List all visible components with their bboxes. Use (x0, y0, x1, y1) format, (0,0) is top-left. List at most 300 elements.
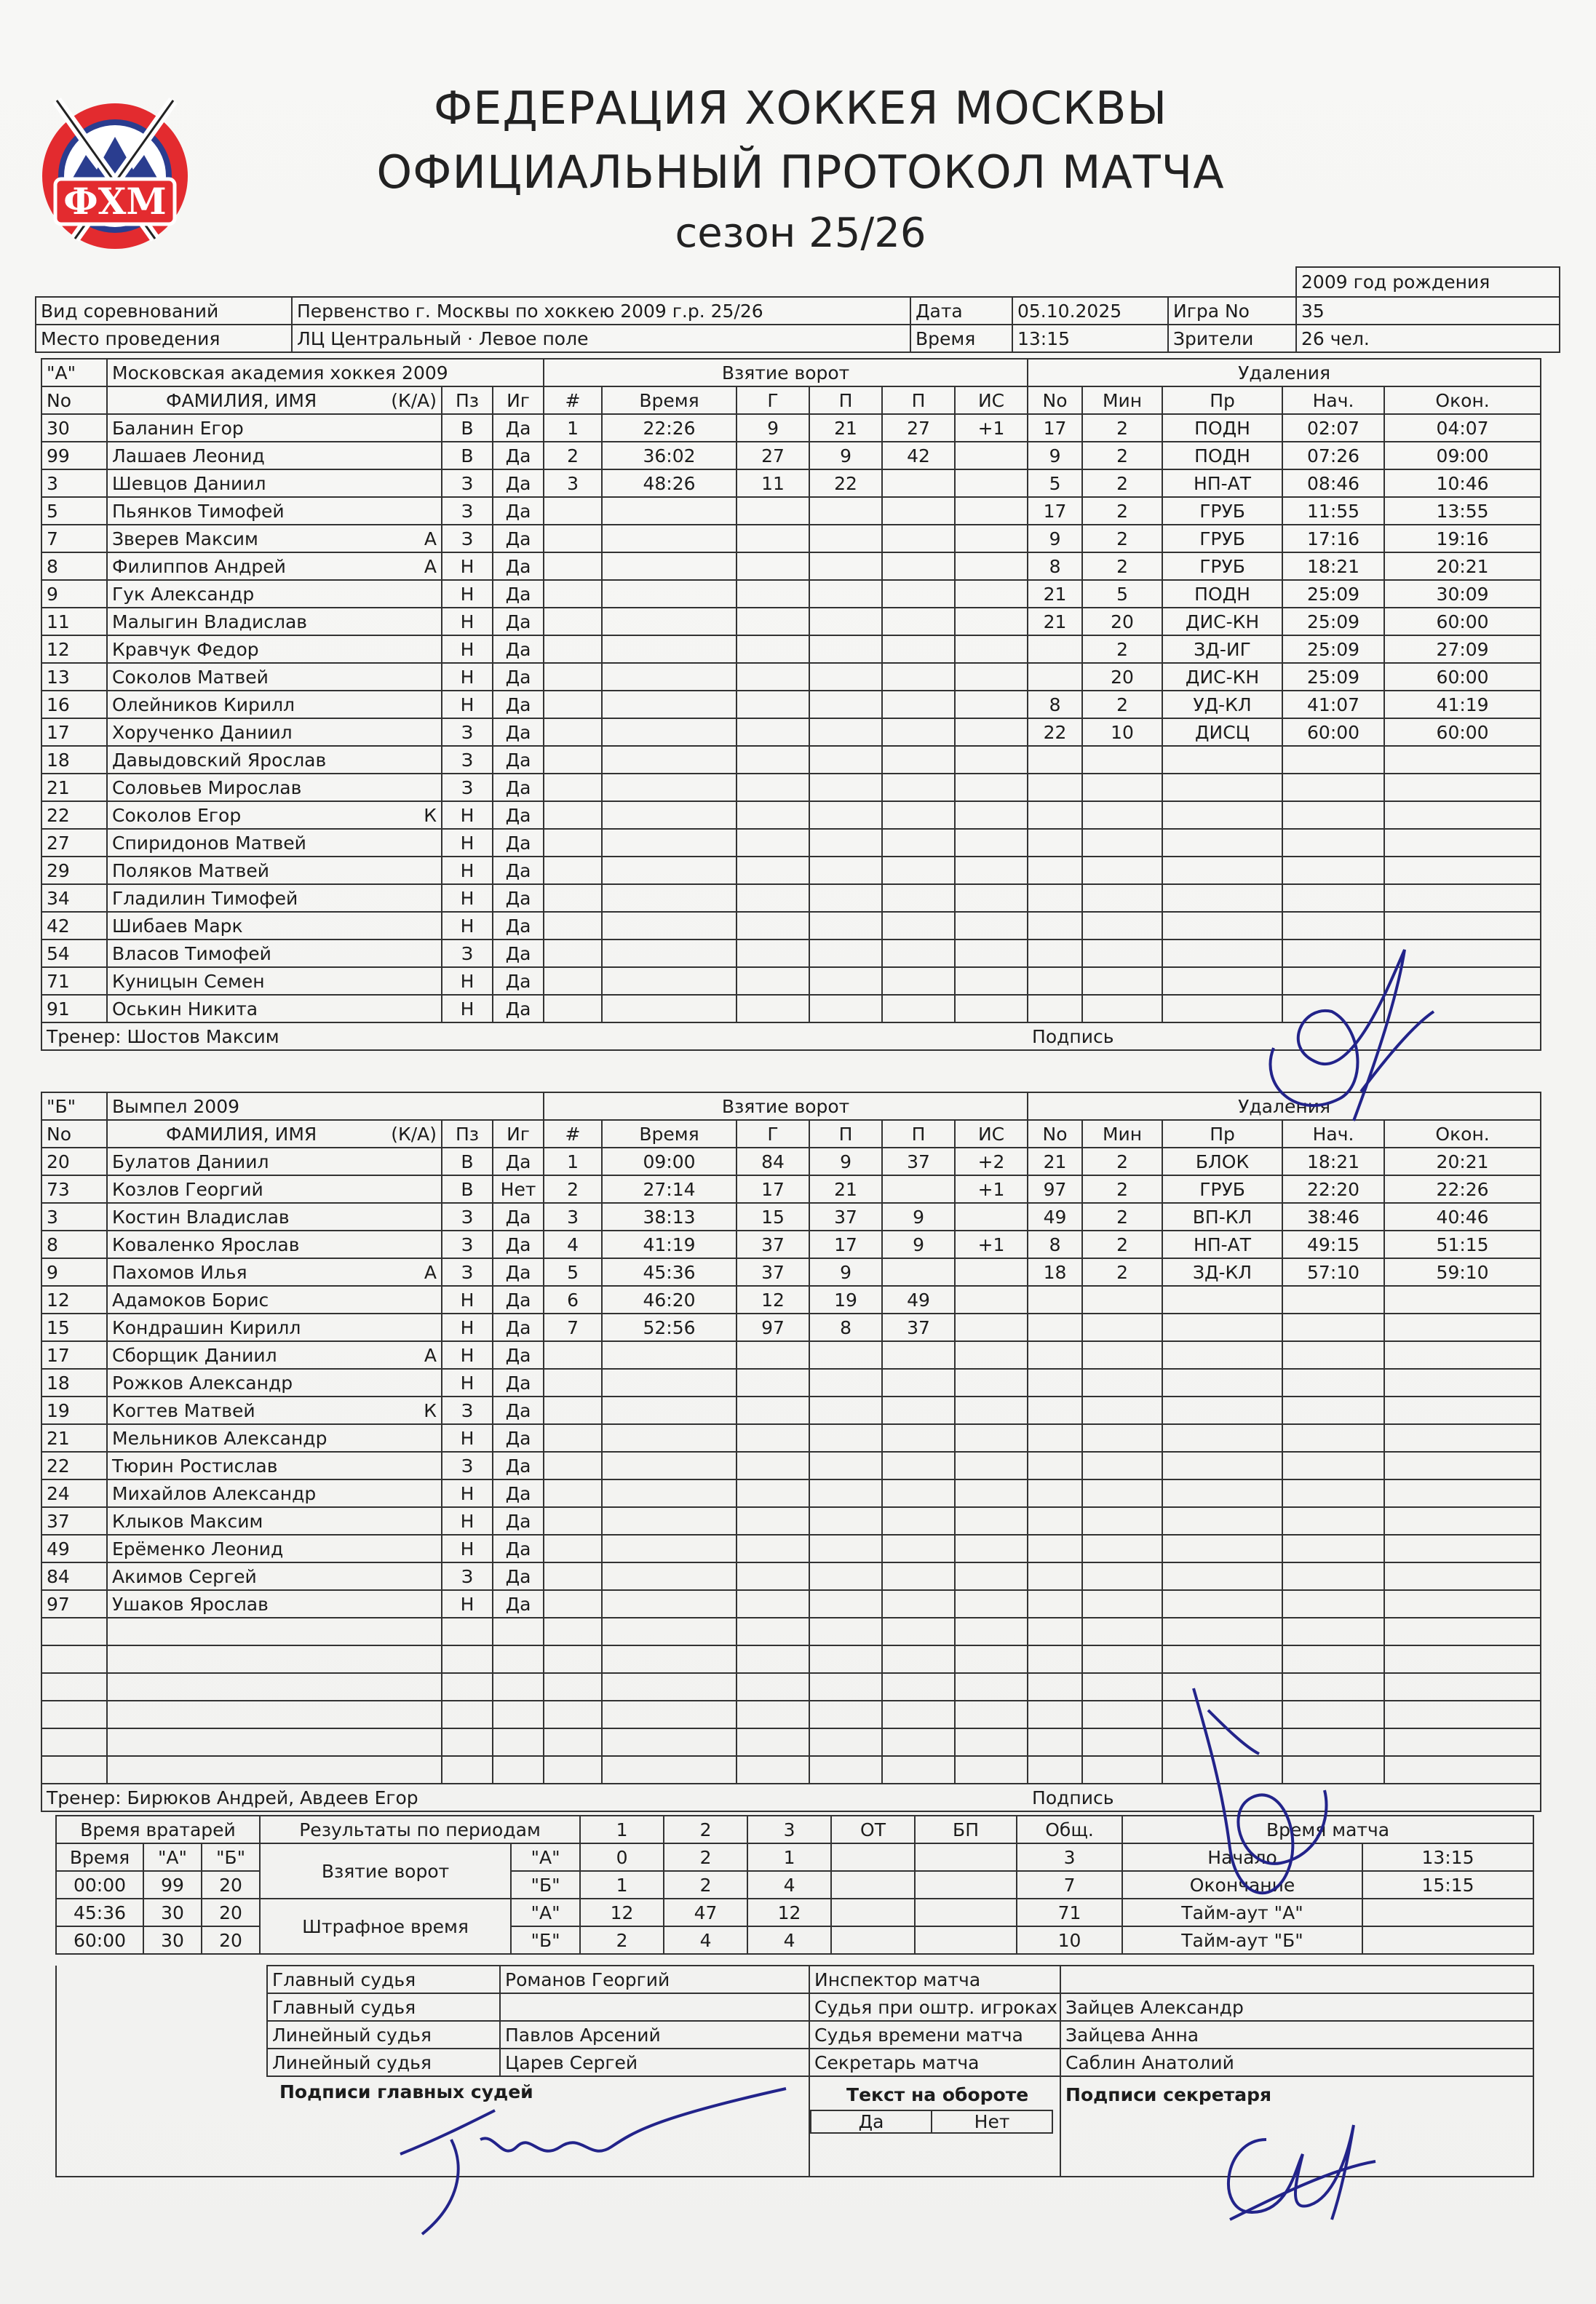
player-no: 3 (41, 469, 107, 497)
player-pos: З (442, 525, 493, 552)
player-name-cell (107, 912, 442, 940)
pen-no (1028, 663, 1082, 691)
goal-scorer (737, 1756, 809, 1784)
goal-assist-2 (882, 1452, 955, 1479)
official-name: Царев Сергей (500, 2049, 809, 2076)
goal-assist-2 (882, 995, 955, 1022)
goal-assist-1 (809, 1562, 882, 1590)
goal-num (544, 967, 602, 995)
pen-min: 2 (1082, 1258, 1162, 1286)
pen-start (1282, 1286, 1384, 1314)
goals-a-p1: 0 (580, 1843, 664, 1871)
pen-end (1384, 1673, 1541, 1701)
pim-a-tag: "А" (511, 1899, 580, 1926)
player-name: Спиридонов Матвей (112, 832, 306, 854)
goal-time (602, 1341, 737, 1369)
goal-num (544, 1397, 602, 1424)
goal-assist-1 (809, 1479, 882, 1507)
player-play: Да (493, 774, 544, 801)
timeout-a-label: Тайм-аут "А" (1122, 1899, 1362, 1926)
player-row (41, 1507, 1541, 1535)
periods-title: Результаты по периодам (260, 1816, 580, 1843)
player-name: Кондрашин Кирилл (112, 1316, 301, 1338)
player-no: 17 (41, 718, 107, 746)
goal-num (544, 1701, 602, 1728)
goal-situation (955, 442, 1028, 469)
goal-num (544, 1562, 602, 1590)
team-name: Московская академия хоккея 2009 (107, 359, 544, 386)
goal-situation (955, 1756, 1028, 1784)
col-goal-time: Время (602, 386, 737, 414)
pen-end (1384, 1701, 1541, 1728)
goal-assist-1 (809, 967, 882, 995)
col-assist-2: П (882, 386, 955, 414)
player-pos: З (442, 940, 493, 967)
player-name: Давыдовский Ярослав (112, 749, 327, 771)
player-pos: В (442, 442, 493, 469)
col-goal-num: # (544, 386, 602, 414)
pen-end (1384, 1369, 1541, 1397)
player-ka: А (424, 555, 437, 577)
player-no: 21 (41, 1424, 107, 1452)
goal-num (544, 746, 602, 774)
player-no: 42 (41, 912, 107, 940)
goal-situation (955, 1645, 1028, 1673)
official-role: Линейный судья (267, 2021, 500, 2049)
goalie-row-b: 20 (202, 1899, 260, 1926)
pen-min (1082, 801, 1162, 829)
goal-time (602, 801, 737, 829)
pen-no (1028, 1424, 1082, 1452)
pen-no (1028, 1341, 1082, 1369)
player-name-cell (107, 1645, 442, 1673)
player-name-cell (107, 1148, 442, 1175)
pen-end: 20:21 (1384, 552, 1541, 580)
player-name-cell (107, 1369, 442, 1397)
player-no (41, 1701, 107, 1728)
player-pos (442, 1618, 493, 1645)
player-no: 16 (41, 691, 107, 718)
player-name-cell (107, 635, 442, 663)
goal-assist-2: 37 (882, 1148, 955, 1175)
player-no: 54 (41, 940, 107, 967)
player-name-cell (107, 1618, 442, 1645)
goal-assist-2 (882, 940, 955, 967)
pen-reason (1162, 1424, 1282, 1452)
player-row (41, 552, 1541, 580)
player-pos: Н (442, 995, 493, 1022)
goal-num (544, 525, 602, 552)
pen-no: 8 (1028, 1231, 1082, 1258)
player-play: Да (493, 414, 544, 442)
goal-scorer (737, 718, 809, 746)
pen-reason: БЛОК (1162, 1148, 1282, 1175)
pen-no (1028, 940, 1082, 967)
player-name: Ушаков Ярослав (112, 1593, 269, 1615)
pen-no: 5 (1028, 469, 1082, 497)
goal-num (544, 884, 602, 912)
player-play: Да (493, 552, 544, 580)
goal-assist-1: 19 (809, 1286, 882, 1314)
goal-time (602, 497, 737, 525)
pen-no (1028, 1645, 1082, 1673)
time-value: 13:15 (1012, 325, 1168, 352)
pim-b-p2: 4 (664, 1926, 747, 1954)
goal-scorer: 17 (737, 1175, 809, 1203)
pen-end (1384, 857, 1541, 884)
goal-assist-2 (882, 801, 955, 829)
goal-num (544, 691, 602, 718)
pen-no (1028, 801, 1082, 829)
goal-time: 36:02 (602, 442, 737, 469)
pen-start: 25:09 (1282, 608, 1384, 635)
player-play: Да (493, 1258, 544, 1286)
official-name: Саблин Анатолий (1060, 2049, 1533, 2076)
pen-end (1384, 1562, 1541, 1590)
goal-assist-1: 37 (809, 1203, 882, 1231)
player-row (41, 1562, 1541, 1590)
goal-num: 1 (544, 1148, 602, 1175)
pen-no (1028, 1590, 1082, 1618)
player-play: Да (493, 1341, 544, 1369)
player-pos: Н (442, 857, 493, 884)
pim-b-p1: 2 (580, 1926, 664, 1954)
pen-end (1384, 774, 1541, 801)
player-name: Соколов Матвей (112, 666, 269, 688)
goal-assist-2 (882, 1175, 955, 1203)
pen-no (1028, 1618, 1082, 1645)
pen-start (1282, 801, 1384, 829)
pen-min (1082, 1314, 1162, 1341)
player-row (41, 1645, 1541, 1673)
col-goal-time: Время (602, 1120, 737, 1148)
pen-start: 25:09 (1282, 580, 1384, 608)
pen-min (1082, 1701, 1162, 1728)
goal-time (602, 746, 737, 774)
period-total-head: Общ. (1017, 1816, 1122, 1843)
team-tag: "А" (41, 359, 107, 386)
col-pen-no: No (1028, 1120, 1082, 1148)
pen-no (1028, 1507, 1082, 1535)
player-name: Козлов Георгий (112, 1178, 263, 1200)
player-ka: К (424, 1399, 437, 1421)
col-situation: ИС (955, 386, 1028, 414)
goal-num (544, 1452, 602, 1479)
goal-situation (955, 1479, 1028, 1507)
pen-no: 21 (1028, 580, 1082, 608)
goal-assist-2 (882, 1645, 955, 1673)
player-pos: Н (442, 1479, 493, 1507)
pen-end: 20:21 (1384, 1148, 1541, 1175)
goal-num (544, 1756, 602, 1784)
player-name-cell (107, 746, 442, 774)
pen-reason (1162, 857, 1282, 884)
pen-reason: ЗД-КЛ (1162, 1258, 1282, 1286)
player-name: Гук Александр (112, 583, 255, 605)
goal-situation (955, 1314, 1028, 1341)
player-name: Кравчук Федор (112, 638, 259, 660)
goal-scorer: 27 (737, 442, 809, 469)
pen-start (1282, 1452, 1384, 1479)
goal-time (602, 635, 737, 663)
pen-end (1384, 1756, 1541, 1784)
player-name-cell (107, 718, 442, 746)
player-name: Оськин Никита (112, 998, 258, 1020)
player-ka: А (424, 528, 437, 549)
player-name-cell (107, 663, 442, 691)
goal-assist-2 (882, 1728, 955, 1756)
player-row (41, 608, 1541, 635)
player-play: Да (493, 635, 544, 663)
pen-min (1082, 746, 1162, 774)
pen-no: 49 (1028, 1203, 1082, 1231)
player-pos: Н (442, 884, 493, 912)
goal-scorer (737, 995, 809, 1022)
pen-start: 25:09 (1282, 635, 1384, 663)
goal-situation (955, 635, 1028, 663)
goal-situation (955, 469, 1028, 497)
goal-time: 45:36 (602, 1258, 737, 1286)
goal-num: 1 (544, 414, 602, 442)
player-name: Пахомов Илья (112, 1261, 247, 1283)
player-play: Да (493, 1535, 544, 1562)
goal-assist-2 (882, 663, 955, 691)
svg-text:ФХМ: ФХМ (63, 180, 167, 223)
goal-assist-1 (809, 912, 882, 940)
comp-value: Первенство г. Москвы по хоккею 2009 г.р. 25/26 (292, 297, 910, 325)
goal-num (544, 801, 602, 829)
player-no: 37 (41, 1507, 107, 1535)
pim-a-ot (831, 1899, 915, 1926)
pen-end: 40:46 (1384, 1203, 1541, 1231)
pen-min: 2 (1082, 635, 1162, 663)
goal-num (544, 1507, 602, 1535)
pen-min (1082, 1562, 1162, 1590)
goal-time (602, 1452, 737, 1479)
player-play: Да (493, 1452, 544, 1479)
player-no: 12 (41, 635, 107, 663)
goals-b-p1: 1 (580, 1871, 664, 1899)
player-play: Да (493, 663, 544, 691)
timeout-a-value (1362, 1899, 1533, 1926)
player-pos: З (442, 1562, 493, 1590)
goal-assist-2 (882, 691, 955, 718)
pen-start: 60:00 (1282, 718, 1384, 746)
goal-time (602, 1728, 737, 1756)
pen-no (1028, 1728, 1082, 1756)
pen-end: 59:10 (1384, 1258, 1541, 1286)
goal-assist-1: 21 (809, 414, 882, 442)
reverse-no[interactable]: Нет (974, 2111, 1010, 2132)
col-pen-min: Мин (1082, 1120, 1162, 1148)
pen-reason (1162, 1341, 1282, 1369)
player-name-cell (107, 442, 442, 469)
refs-sign-label: Подписи главных судей (279, 2081, 533, 2102)
goal-situation (955, 995, 1028, 1022)
pen-reason: ДИСЦ (1162, 718, 1282, 746)
player-play: Да (493, 580, 544, 608)
pim-a-p2: 47 (664, 1899, 747, 1926)
player-name: Адамоков Борис (112, 1289, 269, 1311)
goal-time (602, 884, 737, 912)
player-row (41, 663, 1541, 691)
player-name-cell (107, 469, 442, 497)
player-row (41, 469, 1541, 497)
pen-reason: ГРУБ (1162, 1175, 1282, 1203)
federation-title: ФЕДЕРАЦИЯ ХОККЕЯ МОСКВЫ (433, 82, 1168, 135)
goalie-row-b: 20 (202, 1871, 260, 1899)
player-pos: З (442, 1203, 493, 1231)
goalie-time-head: Время (56, 1843, 143, 1871)
pen-end (1384, 829, 1541, 857)
timeout-b-value (1362, 1926, 1533, 1954)
pen-no (1028, 829, 1082, 857)
player-no: 24 (41, 1479, 107, 1507)
goal-assist-1 (809, 552, 882, 580)
official-name: Зайцев Александр (1060, 1993, 1533, 2021)
player-play: Да (493, 718, 544, 746)
goal-time (602, 580, 737, 608)
reverse-yes[interactable]: Да (811, 2111, 932, 2132)
goal-scorer: 15 (737, 1203, 809, 1231)
pen-reason: НП-АТ (1162, 1231, 1282, 1258)
goal-assist-1: 8 (809, 1314, 882, 1341)
goal-situation (955, 552, 1028, 580)
pen-reason: НП-АТ (1162, 469, 1282, 497)
goal-assist-2: 9 (882, 1203, 955, 1231)
player-name-cell (107, 857, 442, 884)
player-pos (442, 1701, 493, 1728)
goal-time (602, 608, 737, 635)
player-no: 19 (41, 1397, 107, 1424)
goal-time (602, 995, 737, 1022)
goal-assist-2 (882, 1535, 955, 1562)
goal-situation (955, 608, 1028, 635)
time-label: Время (910, 325, 1012, 352)
pen-start (1282, 774, 1384, 801)
pen-reason (1162, 912, 1282, 940)
player-name-cell (107, 414, 442, 442)
goal-assist-2 (882, 580, 955, 608)
official-name: Зайцева Анна (1060, 2021, 1533, 2049)
col-goal-scorer: Г (737, 386, 809, 414)
player-row (41, 691, 1541, 718)
pim-b-ot (831, 1926, 915, 1954)
goal-assist-1 (809, 1397, 882, 1424)
goal-assist-2 (882, 1369, 955, 1397)
pen-reason: ВП-КЛ (1162, 1203, 1282, 1231)
player-name: Куницын Семен (112, 970, 265, 992)
goal-assist-1 (809, 801, 882, 829)
goals-label: Взятие ворот (260, 1843, 511, 1899)
goal-situation: +2 (955, 1148, 1028, 1175)
pen-no (1028, 635, 1082, 663)
pen-no (1028, 912, 1082, 940)
goal-num (544, 580, 602, 608)
pen-reason (1162, 1645, 1282, 1673)
player-name: Коваленко Ярослав (112, 1234, 300, 1255)
pen-end: 51:15 (1384, 1231, 1541, 1258)
game-value: 35 (1296, 297, 1560, 325)
pen-no (1028, 746, 1082, 774)
pen-end: 09:00 (1384, 442, 1541, 469)
goal-assist-1 (809, 1618, 882, 1645)
pen-no (1028, 1452, 1082, 1479)
goal-situation (955, 912, 1028, 940)
pen-no: 21 (1028, 608, 1082, 635)
player-pos: Н (442, 1424, 493, 1452)
goal-num (544, 774, 602, 801)
player-play: Да (493, 1424, 544, 1452)
goal-assist-1 (809, 1507, 882, 1535)
player-ka: К (424, 804, 437, 826)
player-row (41, 718, 1541, 746)
player-name-cell (107, 801, 442, 829)
player-play: Да (493, 442, 544, 469)
goal-assist-2 (882, 1507, 955, 1535)
player-name-cell (107, 1535, 442, 1562)
pen-min: 2 (1082, 442, 1162, 469)
player-play: Нет (493, 1175, 544, 1203)
match-time-title: Время матча (1122, 1816, 1533, 1843)
goal-time (602, 967, 737, 995)
pen-reason (1162, 1535, 1282, 1562)
goal-situation (955, 884, 1028, 912)
coach-name: Бирюков Андрей, Авдеев Егор (127, 1787, 418, 1808)
pen-start: 41:07 (1282, 691, 1384, 718)
player-name-cell (107, 774, 442, 801)
goal-assist-1 (809, 663, 882, 691)
pim-a-so (915, 1899, 1017, 1926)
goal-assist-2 (882, 1618, 955, 1645)
col-goal-scorer: Г (737, 1120, 809, 1148)
goal-situation (955, 1369, 1028, 1397)
player-row (41, 1148, 1541, 1175)
player-pos: В (442, 1148, 493, 1175)
pen-reason: ПОДН (1162, 414, 1282, 442)
goal-situation (955, 718, 1028, 746)
player-play (493, 1756, 544, 1784)
player-no: 8 (41, 552, 107, 580)
player-name-cell (107, 1728, 442, 1756)
pen-end (1384, 1618, 1541, 1645)
player-name-cell (107, 1231, 442, 1258)
player-play (493, 1645, 544, 1673)
pen-min: 20 (1082, 663, 1162, 691)
pen-min (1082, 1728, 1162, 1756)
player-row (41, 1479, 1541, 1507)
goal-assist-2: 27 (882, 414, 955, 442)
player-no: 84 (41, 1562, 107, 1590)
goal-num (544, 857, 602, 884)
col-ka: (К/А) (391, 1123, 437, 1145)
pen-start: 11:55 (1282, 497, 1384, 525)
goals-a-p2: 2 (664, 1843, 747, 1871)
player-no: 22 (41, 801, 107, 829)
goal-num (544, 1479, 602, 1507)
protocol-title: ОФИЦИАЛЬНЫЙ ПРОТОКОЛ МАТЧА (376, 146, 1225, 199)
goal-num: 3 (544, 1203, 602, 1231)
goal-situation (955, 1673, 1028, 1701)
player-play (493, 1618, 544, 1645)
player-row (41, 912, 1541, 940)
birth-year: 2009 год рождения (1296, 267, 1560, 297)
player-ka: А (424, 1344, 437, 1366)
player-row (41, 774, 1541, 801)
pen-start: 07:26 (1282, 442, 1384, 469)
col-pen-start: Нач. (1282, 386, 1384, 414)
player-play: Да (493, 1397, 544, 1424)
